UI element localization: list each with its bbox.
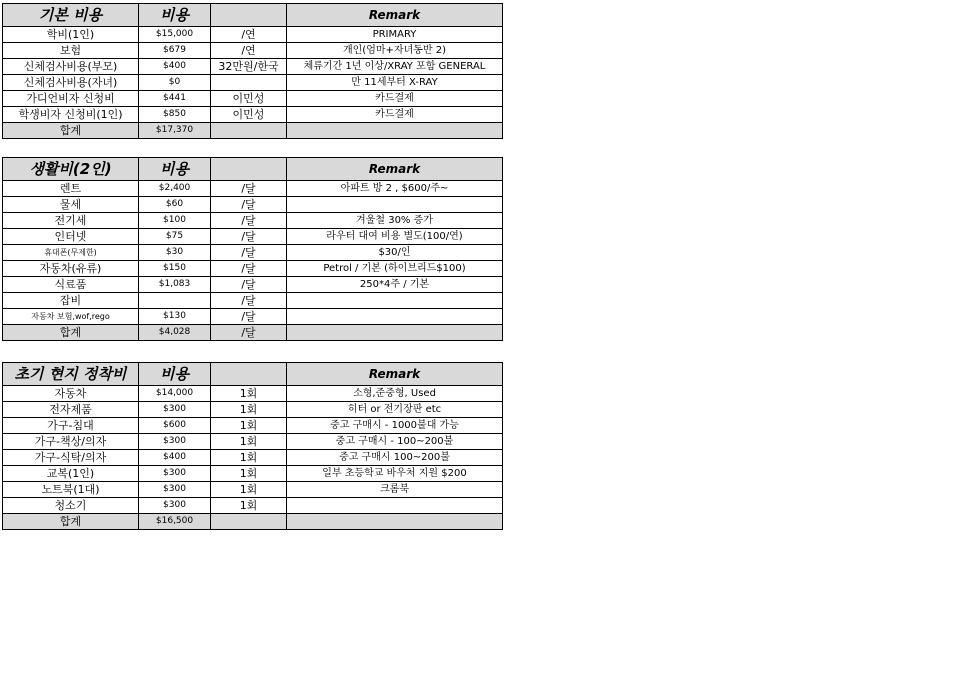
row-item: 노트북(1대): [3, 482, 139, 498]
living-cost-body: [3, 158, 503, 341]
row-remark: 소형,준중형, Used: [287, 386, 503, 402]
row-unit: [211, 75, 287, 91]
table-row: [3, 59, 503, 75]
row-unit: /연: [211, 43, 287, 59]
table-header-row: [3, 363, 503, 386]
row-cost: $30: [139, 245, 211, 261]
table-row: [3, 197, 503, 213]
row-unit: 1회: [211, 498, 287, 514]
section-title: 초기 현지 정착비: [3, 363, 139, 386]
table-row: [3, 91, 503, 107]
row-item: 합계: [3, 325, 139, 341]
row-remark: 만 11세부터 X-RAY: [287, 75, 503, 91]
row-cost: $400: [139, 59, 211, 75]
row-item: 전기세: [3, 213, 139, 229]
row-cost: $600: [139, 418, 211, 434]
row-remark: 중고 구매시 - 100~200불: [287, 434, 503, 450]
unit-header: [211, 158, 287, 181]
row-unit: /달: [211, 261, 287, 277]
row-item: 식료품: [3, 277, 139, 293]
row-remark: 라우터 대여 비용 별도(100/연): [287, 229, 503, 245]
total-row: [3, 325, 503, 341]
row-unit: [211, 514, 287, 530]
total-row: [3, 514, 503, 530]
row-item: 휴대폰(무제한): [3, 245, 139, 261]
row-remark: 중고 구매시 - 1000불대 가능: [287, 418, 503, 434]
table-row: [3, 213, 503, 229]
table-row: [3, 386, 503, 402]
row-cost: $14,000: [139, 386, 211, 402]
row-cost: $400: [139, 450, 211, 466]
table-row: [3, 402, 503, 418]
table-row: [3, 450, 503, 466]
row-cost: $130: [139, 309, 211, 325]
row-remark: 아파트 방 2 , $600/주~: [287, 181, 503, 197]
table-row: [3, 43, 503, 59]
row-cost: $1,083: [139, 277, 211, 293]
row-unit: 1회: [211, 450, 287, 466]
row-item: 가구-침대: [3, 418, 139, 434]
row-item: 보험: [3, 43, 139, 59]
row-item: 자동차(유류): [3, 261, 139, 277]
row-item: 청소기: [3, 498, 139, 514]
row-item: 교복(1인): [3, 466, 139, 482]
table-row: [3, 498, 503, 514]
row-item: 자동차 보험,wof,rego: [3, 309, 139, 325]
row-item: 신체검사비용(부모): [3, 59, 139, 75]
row-unit: /달: [211, 325, 287, 341]
basic-cost-body: [3, 4, 503, 139]
row-cost: $2,400: [139, 181, 211, 197]
remark-header: Remark: [287, 158, 503, 181]
row-unit: [211, 123, 287, 139]
row-unit: 32만원/한국: [211, 59, 287, 75]
row-cost: $850: [139, 107, 211, 123]
row-item: 가구-책상/의자: [3, 434, 139, 450]
row-remark: $30/인: [287, 245, 503, 261]
row-cost: $4,028: [139, 325, 211, 341]
row-unit: 1회: [211, 402, 287, 418]
row-item: 자동차: [3, 386, 139, 402]
row-remark: 겨울철 30% 증가: [287, 213, 503, 229]
row-unit: /달: [211, 309, 287, 325]
row-item: 가디언비자 신청비: [3, 91, 139, 107]
row-item: 학비(1인): [3, 27, 139, 43]
section-title: 생활비(2인): [3, 158, 139, 181]
row-remark: [287, 293, 503, 309]
row-unit: 이민성: [211, 107, 287, 123]
row-unit: /연: [211, 27, 287, 43]
table-row: [3, 482, 503, 498]
remark-header: Remark: [287, 363, 503, 386]
table-row: [3, 277, 503, 293]
row-unit: 1회: [211, 434, 287, 450]
row-cost: $0: [139, 75, 211, 91]
row-unit: /달: [211, 245, 287, 261]
total-row: [3, 123, 503, 139]
living-cost-table: [2, 157, 503, 341]
row-remark: [287, 498, 503, 514]
row-remark: [287, 325, 503, 341]
row-remark: 체류기간 1년 이상/XRAY 포함 GENERAL: [287, 59, 503, 75]
table-row: [3, 107, 503, 123]
row-cost: [139, 293, 211, 309]
settlement-cost-table: [2, 362, 503, 530]
row-cost: $100: [139, 213, 211, 229]
row-remark: 개인(엄마+자녀동반 2): [287, 43, 503, 59]
table-row: [3, 229, 503, 245]
row-remark: 일부 초등학교 바우처 지원 $200: [287, 466, 503, 482]
row-remark: 히터 or 전기장판 etc: [287, 402, 503, 418]
remark-header: Remark: [287, 4, 503, 27]
row-cost: $15,000: [139, 27, 211, 43]
table-header-row: [3, 158, 503, 181]
row-cost: $17,370: [139, 123, 211, 139]
row-cost: $60: [139, 197, 211, 213]
table-row: [3, 418, 503, 434]
row-item: 물세: [3, 197, 139, 213]
table-row: [3, 27, 503, 43]
table-row: [3, 293, 503, 309]
row-unit: 1회: [211, 482, 287, 498]
row-item: 잡비: [3, 293, 139, 309]
row-item: 신체검사비용(자녀): [3, 75, 139, 91]
table-row: [3, 261, 503, 277]
row-cost: $441: [139, 91, 211, 107]
row-cost: $75: [139, 229, 211, 245]
row-unit: 이민성: [211, 91, 287, 107]
row-cost: $300: [139, 434, 211, 450]
row-unit: /달: [211, 213, 287, 229]
row-remark: 카드결제: [287, 91, 503, 107]
row-remark: [287, 123, 503, 139]
row-cost: $679: [139, 43, 211, 59]
row-cost: $300: [139, 498, 211, 514]
cost-header: 비용: [139, 4, 211, 27]
row-item: 렌트: [3, 181, 139, 197]
unit-header: [211, 363, 287, 386]
row-item: 전자제품: [3, 402, 139, 418]
row-unit: /달: [211, 181, 287, 197]
row-cost: $150: [139, 261, 211, 277]
row-unit: 1회: [211, 466, 287, 482]
table-row: [3, 434, 503, 450]
section-title: 기본 비용: [3, 4, 139, 27]
row-cost: $300: [139, 482, 211, 498]
row-unit: /달: [211, 229, 287, 245]
row-unit: /달: [211, 277, 287, 293]
row-item: 학생비자 신청비(1인): [3, 107, 139, 123]
row-remark: 중고 구매시 100~200불: [287, 450, 503, 466]
settlement-cost-body: [3, 363, 503, 530]
row-cost: $300: [139, 402, 211, 418]
cost-header: 비용: [139, 158, 211, 181]
row-remark: Petrol / 기본 (하이브리드$100): [287, 261, 503, 277]
table-header-row: [3, 4, 503, 27]
row-cost: $300: [139, 466, 211, 482]
table-row: [3, 75, 503, 91]
table-row: [3, 181, 503, 197]
row-item: 합계: [3, 514, 139, 530]
unit-header: [211, 4, 287, 27]
row-remark: 크롬북: [287, 482, 503, 498]
row-item: 가구-식탁/의자: [3, 450, 139, 466]
row-remark: [287, 197, 503, 213]
row-remark: [287, 309, 503, 325]
row-unit: 1회: [211, 386, 287, 402]
row-item: 인터넷: [3, 229, 139, 245]
row-unit: 1회: [211, 418, 287, 434]
row-remark: 250*4주 / 기본: [287, 277, 503, 293]
row-unit: /달: [211, 197, 287, 213]
row-remark: PRIMARY: [287, 27, 503, 43]
basic-cost-table: [2, 3, 503, 139]
row-unit: /달: [211, 293, 287, 309]
table-row: [3, 309, 503, 325]
row-remark: 카드결제: [287, 107, 503, 123]
row-remark: [287, 514, 503, 530]
table-row: [3, 466, 503, 482]
cost-header: 비용: [139, 363, 211, 386]
row-item: 합계: [3, 123, 139, 139]
table-row: [3, 245, 503, 261]
row-cost: $16,500: [139, 514, 211, 530]
